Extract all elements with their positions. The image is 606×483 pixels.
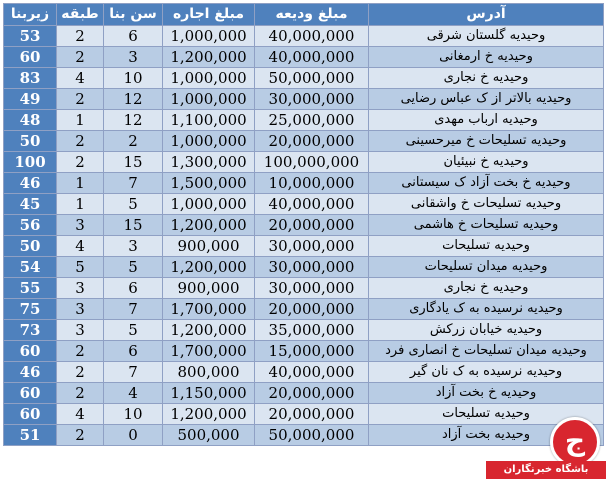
cell-age: 15 <box>104 152 163 173</box>
table-row <box>4 68 604 89</box>
cell-address: وحیدیه نرسیده به ک نان گیر <box>369 362 604 383</box>
cell-address: وحیدیه تسلیحات <box>369 404 604 425</box>
cell-deposit: 30,000,000 <box>255 89 369 110</box>
table-row <box>4 278 604 299</box>
table-row <box>4 194 604 215</box>
cell-area: 54 <box>4 257 57 278</box>
cell-age: 0 <box>104 425 163 446</box>
cell-age: 6 <box>104 278 163 299</box>
cell-age: 2 <box>104 131 163 152</box>
cell-floor: 3 <box>57 320 104 341</box>
chat-bubble-icon: ج <box>550 417 600 467</box>
cell-area: 100 <box>4 152 57 173</box>
cell-address: وحیدیه بخت آزاد <box>369 425 604 446</box>
cell-address: وحیدیه تسلیحات خ هاشمی <box>369 215 604 236</box>
cell-floor: 2 <box>57 383 104 404</box>
cell-age: 7 <box>104 173 163 194</box>
cell-area: 48 <box>4 110 57 131</box>
cell-address: وحیدیه میدان تسلیحات <box>369 257 604 278</box>
cell-area: 53 <box>4 26 57 47</box>
cell-age: 3 <box>104 47 163 68</box>
table-row <box>4 152 604 173</box>
cell-address: وحیدیه خ نجاری <box>369 68 604 89</box>
table-row <box>4 131 604 152</box>
cell-floor: 1 <box>57 110 104 131</box>
cell-floor: 1 <box>57 194 104 215</box>
cell-age: 12 <box>104 110 163 131</box>
cell-deposit: 35,000,000 <box>255 320 369 341</box>
cell-floor: 3 <box>57 215 104 236</box>
cell-floor: 2 <box>57 152 104 173</box>
cell-rent: 1,700,000 <box>163 299 255 320</box>
cell-rent: 1,500,000 <box>163 173 255 194</box>
cell-deposit: 50,000,000 <box>255 68 369 89</box>
cell-rent: 1,000,000 <box>163 131 255 152</box>
cell-age: 5 <box>104 194 163 215</box>
logo-text: باشگاه خبرنگاران <box>486 461 606 479</box>
cell-age: 3 <box>104 236 163 257</box>
cell-floor: 2 <box>57 425 104 446</box>
cell-rent: 1,200,000 <box>163 257 255 278</box>
cell-floor: 2 <box>57 362 104 383</box>
cell-address: وحیدیه خیابان زرکش <box>369 320 604 341</box>
cell-area: 50 <box>4 236 57 257</box>
cell-area: 49 <box>4 89 57 110</box>
cell-address: وحیدیه خ نبیئیان <box>369 152 604 173</box>
cell-rent: 900,000 <box>163 278 255 299</box>
cell-address: وحیدیه خ بخت آزاد ک سیستانی <box>369 173 604 194</box>
cell-floor: 1 <box>57 173 104 194</box>
cell-age: 5 <box>104 320 163 341</box>
cell-age: 6 <box>104 26 163 47</box>
cell-rent: 1,000,000 <box>163 68 255 89</box>
table-row <box>4 47 604 68</box>
cell-floor: 4 <box>57 236 104 257</box>
table-row <box>4 299 604 320</box>
cell-address: وحیدیه خ نجاری <box>369 278 604 299</box>
cell-deposit: 15,000,000 <box>255 341 369 362</box>
cell-area: 46 <box>4 173 57 194</box>
cell-address: وحیدیه گلستان شرقی <box>369 26 604 47</box>
cell-area: 56 <box>4 215 57 236</box>
cell-deposit: 20,000,000 <box>255 215 369 236</box>
table-row <box>4 341 604 362</box>
cell-deposit: 20,000,000 <box>255 131 369 152</box>
cell-area: 46 <box>4 362 57 383</box>
cell-deposit: 50,000,000 <box>255 425 369 446</box>
cell-rent: 1,000,000 <box>163 194 255 215</box>
cell-floor: 3 <box>57 299 104 320</box>
cell-area: 75 <box>4 299 57 320</box>
table-row <box>4 26 604 47</box>
table-row <box>4 320 604 341</box>
cell-age: 5 <box>104 257 163 278</box>
cell-area: 73 <box>4 320 57 341</box>
cell-age: 10 <box>104 68 163 89</box>
cell-deposit: 40,000,000 <box>255 47 369 68</box>
cell-floor: 4 <box>57 404 104 425</box>
cell-address: وحیدیه تسلیحات <box>369 236 604 257</box>
cell-deposit: 20,000,000 <box>255 383 369 404</box>
cell-address: وحیدیه نرسیده به ک یادگاری <box>369 299 604 320</box>
cell-deposit: 20,000,000 <box>255 404 369 425</box>
cell-floor: 2 <box>57 89 104 110</box>
cell-age: 7 <box>104 362 163 383</box>
cell-area: 51 <box>4 425 57 446</box>
cell-address: وحیدیه خ ارمغانی <box>369 47 604 68</box>
cell-rent: 800,000 <box>163 362 255 383</box>
cell-age: 12 <box>104 89 163 110</box>
table-row <box>4 362 604 383</box>
header-floor: طبقه <box>57 4 104 26</box>
cell-rent: 1,200,000 <box>163 404 255 425</box>
cell-area: 60 <box>4 341 57 362</box>
cell-deposit: 40,000,000 <box>255 362 369 383</box>
cell-rent: 900,000 <box>163 236 255 257</box>
cell-floor: 5 <box>57 257 104 278</box>
table-row <box>4 236 604 257</box>
cell-area: 60 <box>4 383 57 404</box>
news-agency-logo <box>484 417 606 483</box>
cell-floor: 2 <box>57 47 104 68</box>
cell-rent: 500,000 <box>163 425 255 446</box>
cell-floor: 2 <box>57 341 104 362</box>
table-row <box>4 215 604 236</box>
cell-rent: 1,000,000 <box>163 26 255 47</box>
cell-rent: 1,200,000 <box>163 320 255 341</box>
cell-deposit: 20,000,000 <box>255 299 369 320</box>
cell-deposit: 40,000,000 <box>255 26 369 47</box>
cell-deposit: 40,000,000 <box>255 194 369 215</box>
header-deposit: مبلغ ودیعه <box>255 4 369 26</box>
table-row <box>4 383 604 404</box>
cell-age: 4 <box>104 383 163 404</box>
cell-floor: 2 <box>57 26 104 47</box>
header-address: آدرس <box>369 4 604 26</box>
cell-address: وحیدیه خ بخت آزاد <box>369 383 604 404</box>
cell-rent: 1,300,000 <box>163 152 255 173</box>
cell-address: وحیدیه تسلیحات خ واشقانی <box>369 194 604 215</box>
cell-age: 6 <box>104 341 163 362</box>
cell-age: 7 <box>104 299 163 320</box>
table-row <box>4 257 604 278</box>
cell-rent: 1,100,000 <box>163 110 255 131</box>
cell-floor: 3 <box>57 278 104 299</box>
rental-listings-table <box>3 3 604 446</box>
cell-area: 60 <box>4 404 57 425</box>
cell-rent: 1,700,000 <box>163 341 255 362</box>
cell-area: 50 <box>4 131 57 152</box>
cell-rent: 1,200,000 <box>163 47 255 68</box>
cell-area: 83 <box>4 68 57 89</box>
cell-deposit: 10,000,000 <box>255 173 369 194</box>
table-row <box>4 89 604 110</box>
cell-rent: 1,000,000 <box>163 89 255 110</box>
cell-area: 45 <box>4 194 57 215</box>
table-body <box>4 26 604 446</box>
cell-rent: 1,150,000 <box>163 383 255 404</box>
table-row <box>4 110 604 131</box>
cell-area: 60 <box>4 47 57 68</box>
header-rent: مبلغ اجاره <box>163 4 255 26</box>
cell-deposit: 100,000,000 <box>255 152 369 173</box>
cell-deposit: 30,000,000 <box>255 257 369 278</box>
cell-deposit: 30,000,000 <box>255 278 369 299</box>
cell-floor: 4 <box>57 68 104 89</box>
header-row <box>4 4 604 26</box>
cell-age: 10 <box>104 404 163 425</box>
cell-address: وحیدیه تسلیحات خ میرحسینی <box>369 131 604 152</box>
table-row <box>4 173 604 194</box>
cell-area: 55 <box>4 278 57 299</box>
cell-address: وحیدیه ارباب مهدی <box>369 110 604 131</box>
cell-rent: 1,200,000 <box>163 215 255 236</box>
header-area: زیربنا <box>4 4 57 26</box>
cell-floor: 2 <box>57 131 104 152</box>
cell-address: وحیدیه میدان تسلیحات خ انصاری فرد <box>369 341 604 362</box>
cell-deposit: 25,000,000 <box>255 110 369 131</box>
cell-address: وحیدیه بالاتر از ک عباس رضایی <box>369 89 604 110</box>
cell-age: 15 <box>104 215 163 236</box>
cell-deposit: 30,000,000 <box>255 236 369 257</box>
header-age: سن بنا <box>104 4 163 26</box>
